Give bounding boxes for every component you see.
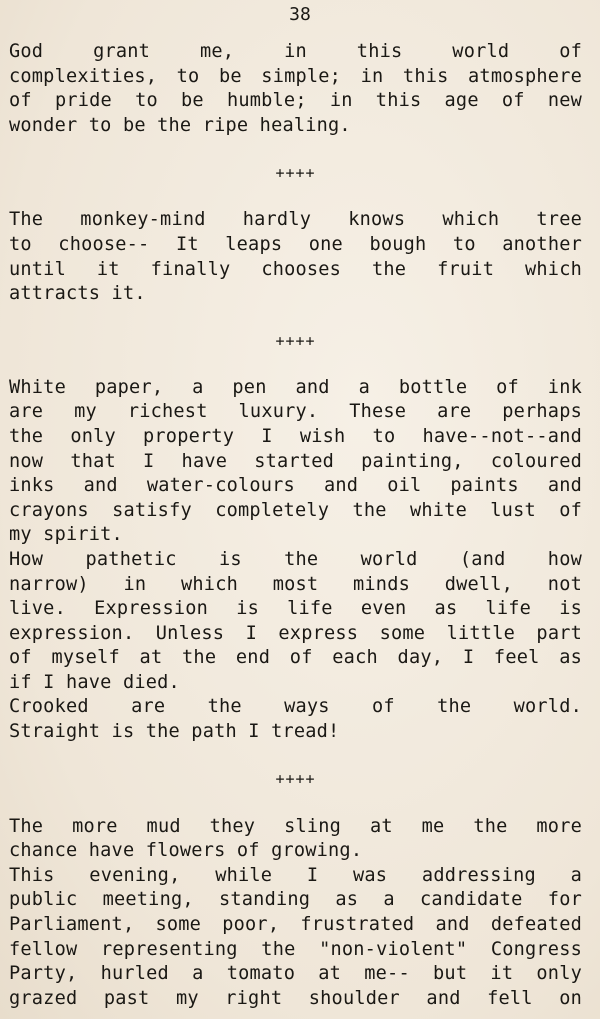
text-line: Party, hurled a tomato at me-- but it only xyxy=(9,963,582,985)
text-line: Parliament, some poor, frustrated and defeated xyxy=(9,914,582,936)
text-line: if I have died. xyxy=(9,671,180,693)
paragraph-crooked-ways xyxy=(9,695,582,744)
page-body xyxy=(9,40,582,1011)
text-line: now that I have started painting, coloured xyxy=(9,450,582,472)
text-line: White paper, a pen and a bottle of ink xyxy=(9,376,582,398)
text-line: until it finally chooses the fruit which xyxy=(9,258,582,280)
paragraph-prayer xyxy=(9,40,582,138)
text-line: live. Expression is life even as life is xyxy=(9,598,582,620)
text-line: The monkey-mind hardly knows which tree xyxy=(9,209,582,231)
text-line: inks and water-colours and oil paints and xyxy=(9,475,582,497)
text-line: narrow) in which most minds dwell, not xyxy=(9,573,582,595)
paragraph-tomato xyxy=(9,864,582,1012)
paragraph-mud xyxy=(9,815,582,864)
section-separator: ++++ xyxy=(275,769,316,788)
text-line: public meeting, standing as a candidate for xyxy=(9,889,582,911)
text-line: crayons satisfy completely the white lust of xyxy=(9,499,582,521)
text-line: The more mud they sling at me the more xyxy=(9,815,582,837)
text-line: wonder to be the ripe healing. xyxy=(9,114,351,136)
text-line: the only property I wish to have--not--and xyxy=(9,425,582,447)
text-line: of pride to be humble; in this age of new xyxy=(9,90,582,112)
text-line: chance have flowers of growing. xyxy=(9,840,363,862)
text-line: Crooked are the ways of the world. xyxy=(9,696,582,718)
paragraph-pathetic-world xyxy=(9,548,582,696)
text-line: of myself at the end of each day, I feel as xyxy=(9,647,582,669)
page-number: 38 xyxy=(289,4,311,25)
text-line: my spirit. xyxy=(9,524,123,546)
text-line: expression. Unless I express some little part xyxy=(9,622,582,644)
section-separator: ++++ xyxy=(275,164,316,183)
paragraph-white-paper xyxy=(9,376,582,548)
text-line: This evening, while I was addressing a xyxy=(9,864,582,886)
text-line: God grant me, in this world of xyxy=(9,41,582,62)
text-line: attracts it. xyxy=(9,283,146,305)
paragraph-monkey-mind xyxy=(9,208,582,306)
text-line: are my richest luxury. These are perhaps xyxy=(9,401,582,423)
section-separator: ++++ xyxy=(275,331,316,350)
text-line: complexities, to be simple; in this atmosphere xyxy=(9,65,582,87)
text-line: Straight is the path I tread! xyxy=(9,721,340,743)
text-line: to choose-- It leaps one bough to another xyxy=(9,233,582,255)
text-line: fellow representing the "non-violent" Congress xyxy=(9,938,582,960)
text-line: grazed past my right shoulder and fell on xyxy=(9,987,582,1009)
text-line: How pathetic is the world (and how xyxy=(9,548,582,570)
